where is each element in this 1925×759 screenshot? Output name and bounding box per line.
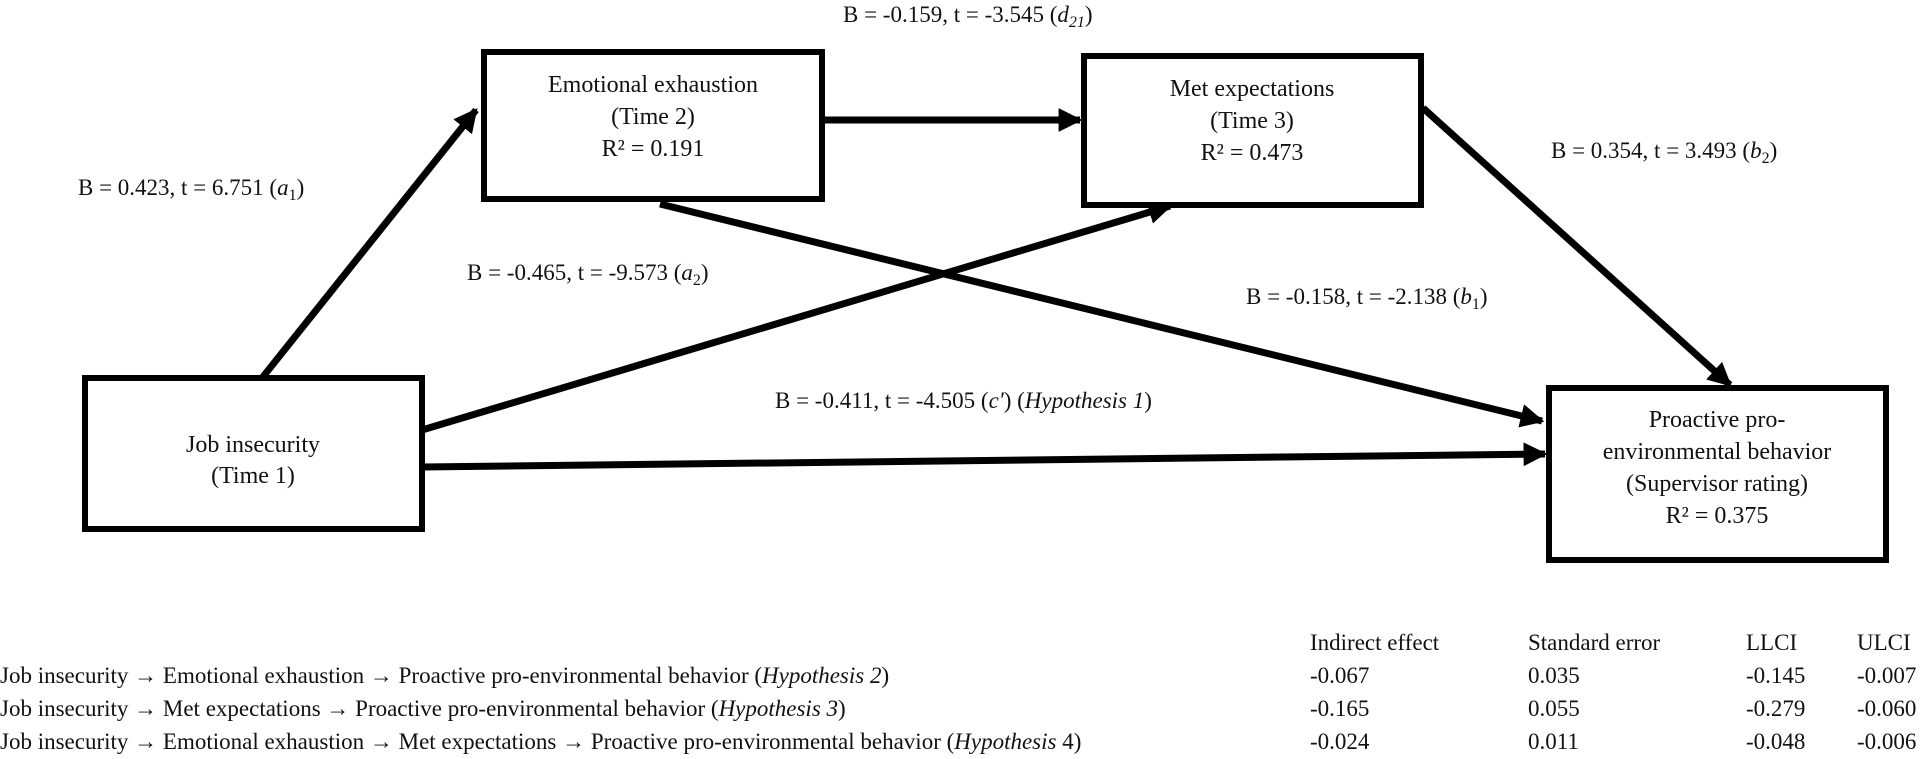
llci-cell: -0.048 <box>1746 729 1806 754</box>
ulci-cell: -0.007 <box>1857 663 1917 688</box>
node-emotional-exhaustion <box>484 52 822 199</box>
r-squared: R² = 0.375 <box>1665 503 1769 529</box>
edge-label-a1: B = 0.423, t = 6.751 $(a_1)$ <box>78 175 305 204</box>
standard-error-cell: 0.011 <box>1528 729 1579 754</box>
node-met-expectations <box>1084 56 1421 205</box>
node-label: Met expectations <box>1169 76 1335 102</box>
path-cell: Job insecurity → Met expectations → Proactive pro-environmental behavior (Hypothesis 3) <box>0 696 846 721</box>
standard-error-cell: 0.055 <box>1528 696 1580 721</box>
llci-cell: -0.279 <box>1746 696 1806 721</box>
indirect-effect-cell: -0.067 <box>1310 663 1370 688</box>
node-label: Emotional exhaustion <box>548 72 758 98</box>
header-standard-error: Standard error <box>1528 630 1661 655</box>
table-row <box>0 725 1919 758</box>
header-path <box>0 626 1310 659</box>
node-label: Job insecurity <box>186 432 320 458</box>
node-proactive-behavior <box>1549 388 1886 560</box>
node-label: (Time 3) <box>1210 108 1294 134</box>
node-label: Proactive pro- <box>1648 407 1786 433</box>
node-label: (Time 2) <box>611 104 695 130</box>
edge-label-c-prime: B = -0.411, t = -4.505 (c') (Hypothesis 1) <box>775 388 1152 413</box>
arrow-a1 <box>262 110 476 378</box>
ulci-cell: -0.006 <box>1857 729 1917 754</box>
arrow-c-prime <box>422 454 1545 467</box>
table-row <box>0 692 1919 725</box>
edge-label-b2: B = 0.354, t = 3.493 $(b_2)$ <box>1551 138 1778 167</box>
indirect-effect-cell: -0.165 <box>1310 696 1370 721</box>
node-job-insecurity <box>85 378 422 529</box>
node-label: environmental behavior <box>1602 439 1832 465</box>
edge-label-b1: B = -0.158, t = -2.138 $(b_1)$ <box>1246 284 1488 313</box>
r-squared: R² = 0.191 <box>601 136 705 162</box>
node-label: (Time 1) <box>211 463 295 489</box>
indirect-effects-table <box>0 626 1919 758</box>
table-header-row <box>0 626 1919 659</box>
edge-label-d21: B = -0.159, t = -3.545 $(d_{21})$ <box>843 2 1093 31</box>
standard-error-cell: 0.035 <box>1528 663 1580 688</box>
edge-label-a2: B = -0.465, t = -9.573 $(a_2)$ <box>467 260 709 289</box>
ulci-cell: -0.060 <box>1857 696 1917 721</box>
path-cell: Job insecurity → Emotional exhaustion → Proactive pro-environmental behavior (Hypothesis 2) <box>0 663 890 688</box>
header-llci: LLCI <box>1746 630 1798 655</box>
table-row <box>0 659 1919 692</box>
r-squared: R² = 0.473 <box>1200 140 1304 166</box>
header-indirect-effect: Indirect effect <box>1310 630 1440 655</box>
indirect-effect-cell: -0.024 <box>1310 729 1370 754</box>
node-label: (Supervisor rating) <box>1626 471 1808 497</box>
header-ulci: ULCI <box>1857 630 1911 655</box>
llci-cell: -0.145 <box>1746 663 1806 688</box>
path-cell: Job insecurity → Emotional exhaustion → Met expectations → Proactive pro-environmental behavior (Hypothesis 4) <box>0 729 1082 754</box>
